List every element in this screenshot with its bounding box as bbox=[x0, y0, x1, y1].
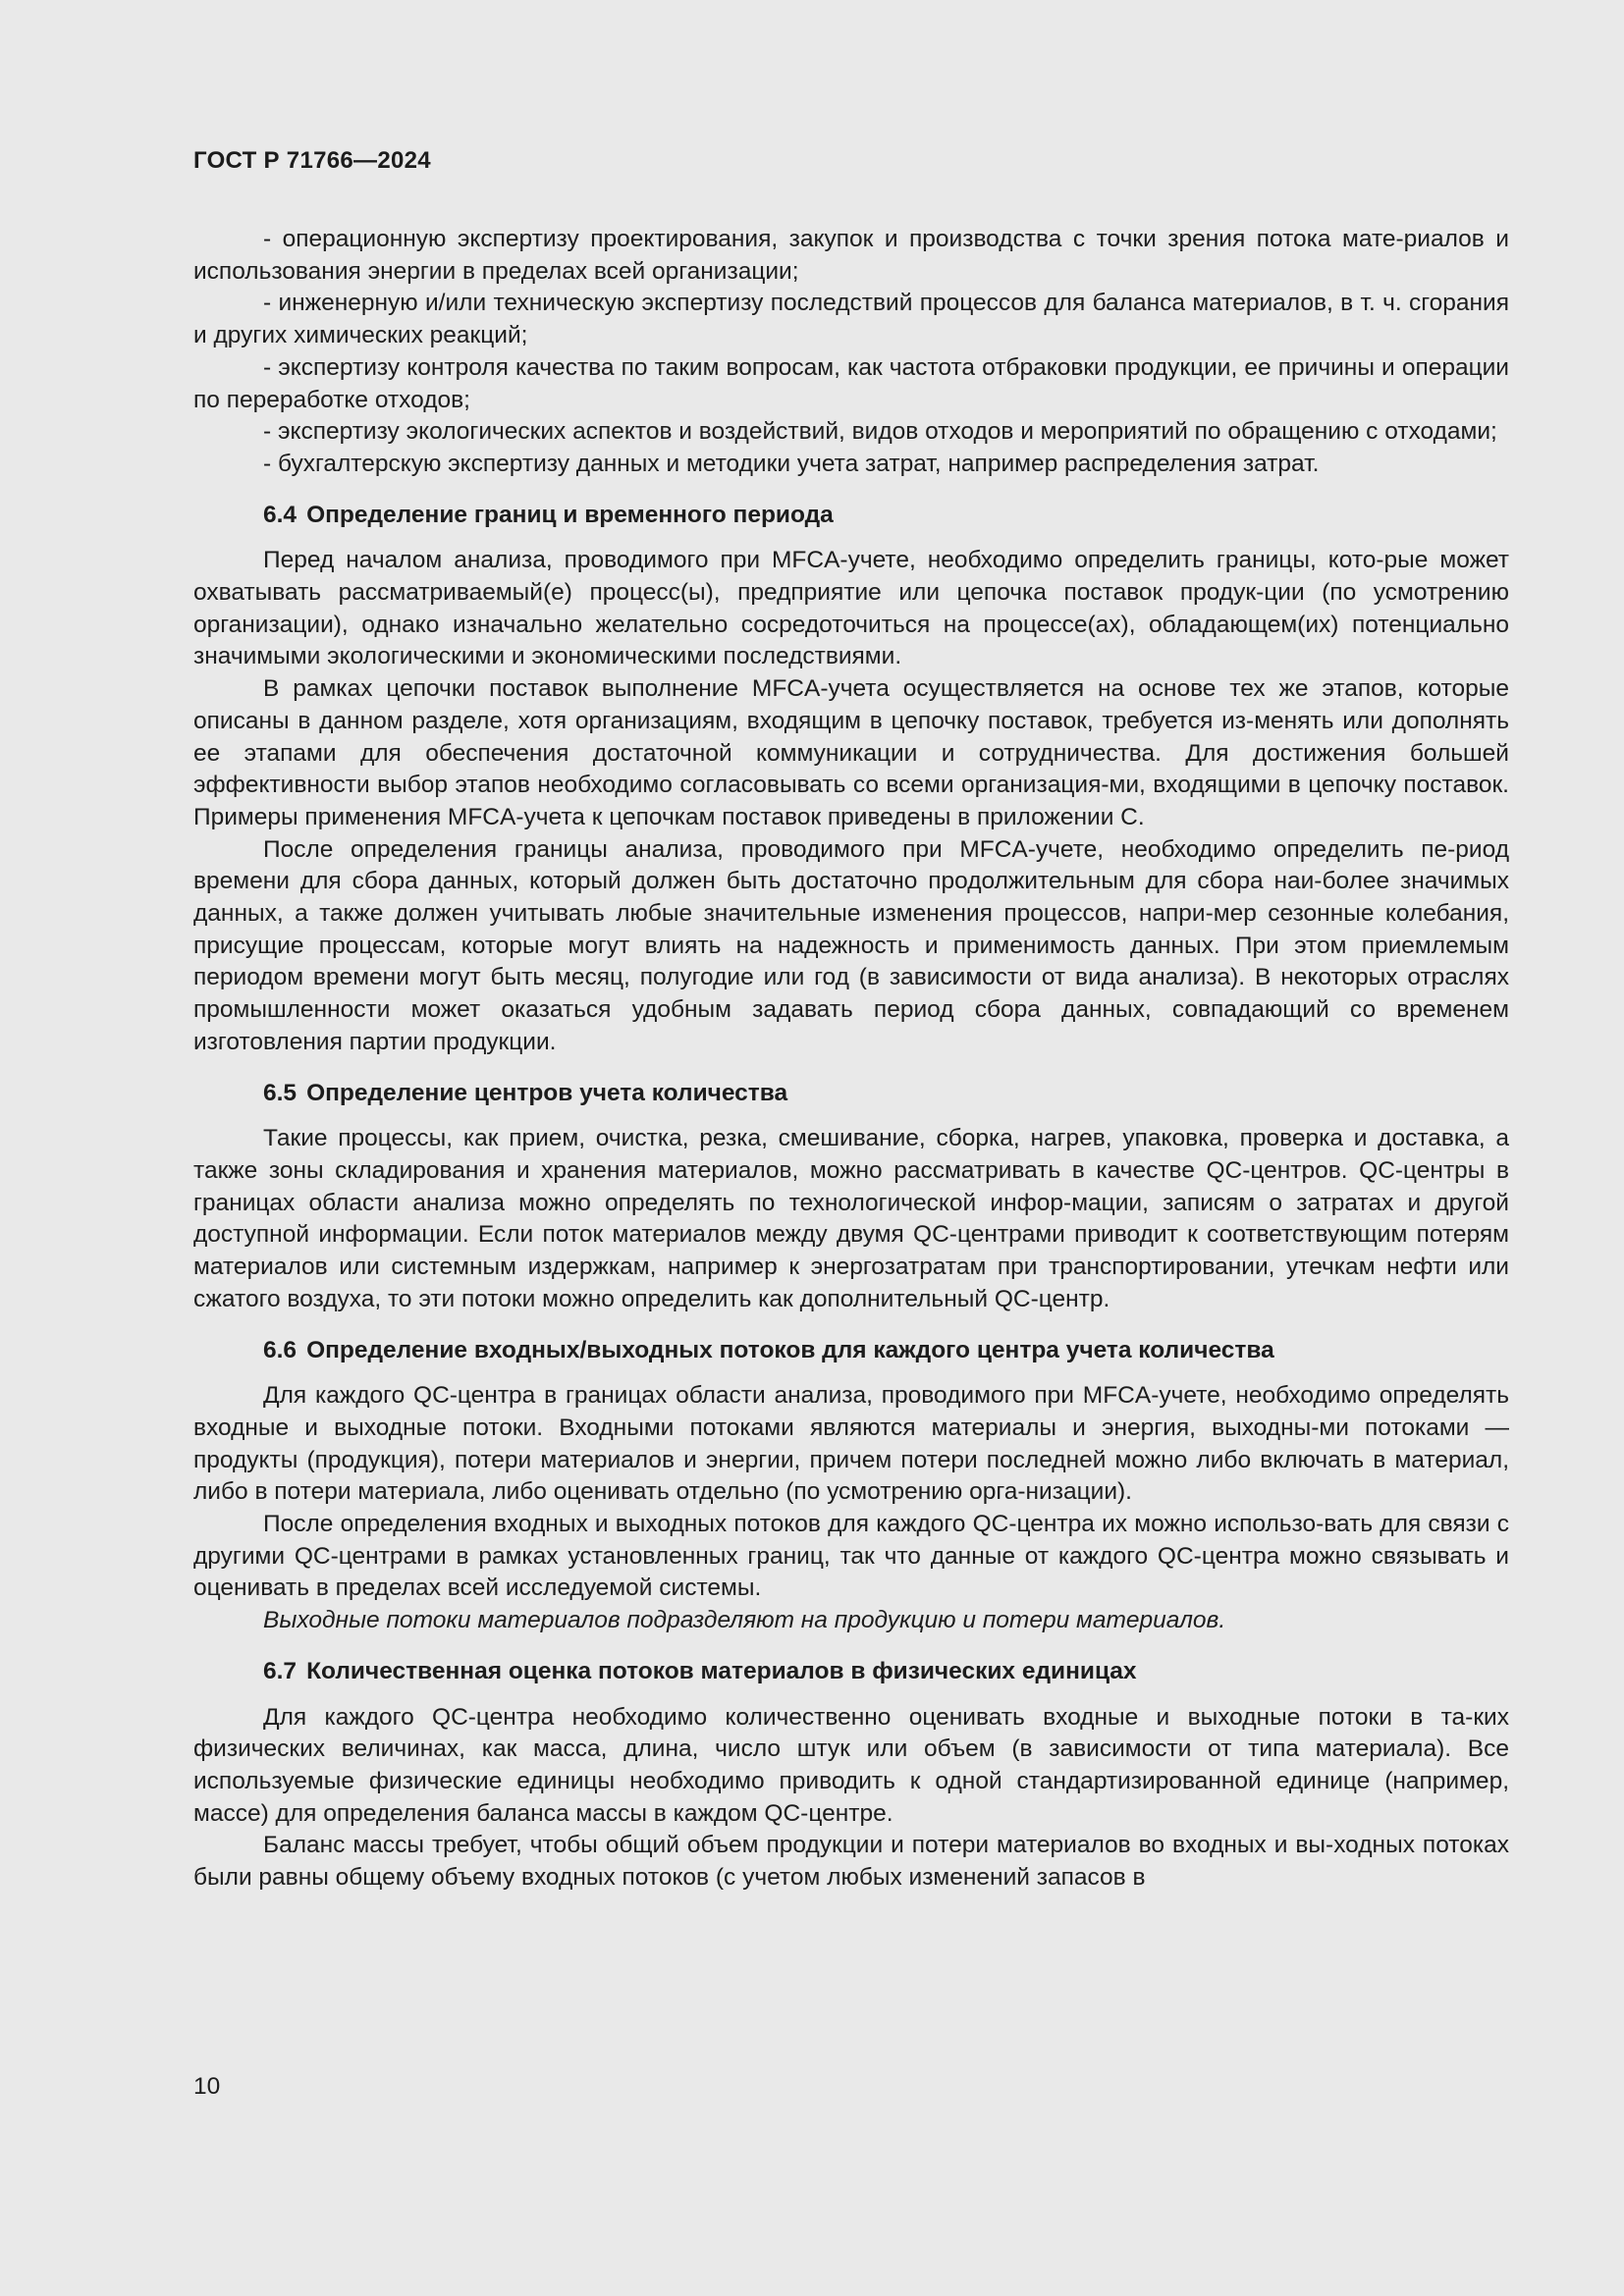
section-6-4 bbox=[193, 500, 1509, 1059]
note-paragraph: Выходные потоки материалов подразделяют на продукцию и потери материалов. bbox=[263, 1607, 1226, 1634]
list-item: - бухгалтерскую экспертизу данных и методики учета затрат, например распределения затрат. bbox=[263, 450, 1320, 477]
section-heading bbox=[263, 1335, 1509, 1367]
paragraph: После определения границы анализа, проводимого при MFCA-учете, необходимо определить пе-риод времени для сбора данных, который должен быть достаточно продолжительным для сбора наи-более значимых данных, а также должен учитывать любые значительные изменения процессов, напри-мер сезонные колебания, присущие процессам, которые могут влиять на надежность и применимость данных. При этом приемлемым периодом времени могут быть месяц, полугодие или год (в зависимости от вида анализа). В некоторых отраслях промышленности может оказаться удобным задавать период сбора данных, совпадающий со временем изготовления партии продукции. bbox=[193, 835, 1509, 1055]
section-title: Определение границ и временного периода bbox=[306, 501, 834, 528]
paragraph: Для каждого QC-центра необходимо количественно оценивать входные и выходные потоки в та-ких физических величинах, как масса, длина, число штук или объем (в зависимости от типа материала). Все используемые физические единицы необходимо приводить к одной стандартизированной единице (например, массе) для определения баланса массы в каждом QC-центре. bbox=[193, 1703, 1509, 1827]
section-heading bbox=[263, 1078, 1509, 1110]
section-title: Количественная оценка потоков материалов в физических единицах bbox=[306, 1657, 1137, 1684]
document-page bbox=[193, 147, 1509, 1895]
section-heading bbox=[263, 500, 1509, 532]
paragraph: Перед началом анализа, проводимого при MFCA-учете, необходимо определить границы, кото-рые может охватывать рассматриваемый(е) процесс(ы), предприятие или цепочка поставок продук-ции (по усмотрению организации), однако изначально желательно сосредоточиться на процессе(ах), обладающем(их) потенциально значимыми экологическими и экономическими последствиями. bbox=[193, 547, 1509, 670]
section-heading bbox=[263, 1656, 1509, 1688]
page-number: 10 bbox=[193, 2073, 221, 2100]
list-item: - операционную экспертизу проектирования, закупок и производства с точки зрения потока мате-риалов и использования энергии в пределах всей организации; bbox=[193, 226, 1509, 285]
paragraph: Баланс массы требует, чтобы общий объем продукции и потери материалов во входных и вы-ходных потоках были равны общему объему входных потоков (с учетом любых изменений запасов в bbox=[193, 1832, 1509, 1892]
section-title: Определение входных/выходных потоков для каждого центра учета количества bbox=[306, 1336, 1274, 1363]
section-number: 6.7 bbox=[263, 1657, 298, 1684]
paragraph: Такие процессы, как прием, очистка, резка, смешивание, сборка, нагрев, упаковка, проверка и доставка, а также зоны складирования и хранения материалов, можно рассматривать в качестве QC-центров. QC-центры в границах области анализа можно определять по технологической инфор-мации, записям о затратах и другой доступной информации. Если поток материалов между двумя QC-центрами приводит к соответствующим потерям материалов или системным издержкам, например к энергозатратам при транспортировании, утечкам нефти или сжатого воздуха, то эти потоки можно определить как дополнительный QC-центр. bbox=[193, 1125, 1509, 1312]
paragraph: Для каждого QC-центра в границах области анализа, проводимого при MFCA-учете, необходимо определять входные и выходные потоки. Входными потоками являются материалы и энергия, выходны-ми потоками — продукты (продукция), потери материалов и энергии, причем потери последней можно либо включать в материал, либо в потери материала, либо оценивать отдельно (по усмотрению орга-низации). bbox=[193, 1382, 1509, 1506]
list-item: - экспертизу экологических аспектов и воздействий, видов отходов и мероприятий по обращению с отходами; bbox=[263, 418, 1497, 446]
paragraph: В рамках цепочки поставок выполнение MFCA-учета осуществляется на основе тех же этапов, которые описаны в данном разделе, хотя организациям, входящим в цепочку поставок, требуется из-менять или дополнять ее этапами для обеспечения достаточной коммуникации и сотрудничества. Для достижения большей эффективности выбор этапов необходимо согласовывать со всеми организация-ми, входящими в цепочку поставок. Примеры применения MFCA-учета к цепочкам поставок приведены в приложении С. bbox=[193, 675, 1509, 830]
section-6-5 bbox=[193, 1078, 1509, 1316]
paragraph: После определения входных и выходных потоков для каждого QC-центра их можно использо-вать для связи с другими QC-центрами в рамках установленных границ, так что данные от каждого QC-центра можно связывать и оценивать в пределах всей исследуемой системы. bbox=[193, 1511, 1509, 1602]
list-item: - экспертизу контроля качества по таким вопросам, как частота отбраковки продукции, ее причины и операции по переработке отходов; bbox=[193, 353, 1509, 413]
document-header: ГОСТ Р 71766—2024 bbox=[193, 147, 431, 174]
list-item: - инженерную и/или техническую экспертизу последствий процессов для баланса материалов, в т. ч. сгорания и других химических реакций; bbox=[193, 290, 1509, 349]
section-number: 6.4 bbox=[263, 501, 298, 528]
section-number: 6.5 bbox=[263, 1079, 298, 1106]
section-title: Определение центров учета количества bbox=[306, 1079, 788, 1106]
section-6-6 bbox=[193, 1335, 1509, 1637]
section-6-7 bbox=[193, 1656, 1509, 1895]
intro-list bbox=[193, 224, 1509, 481]
section-number: 6.6 bbox=[263, 1336, 298, 1363]
